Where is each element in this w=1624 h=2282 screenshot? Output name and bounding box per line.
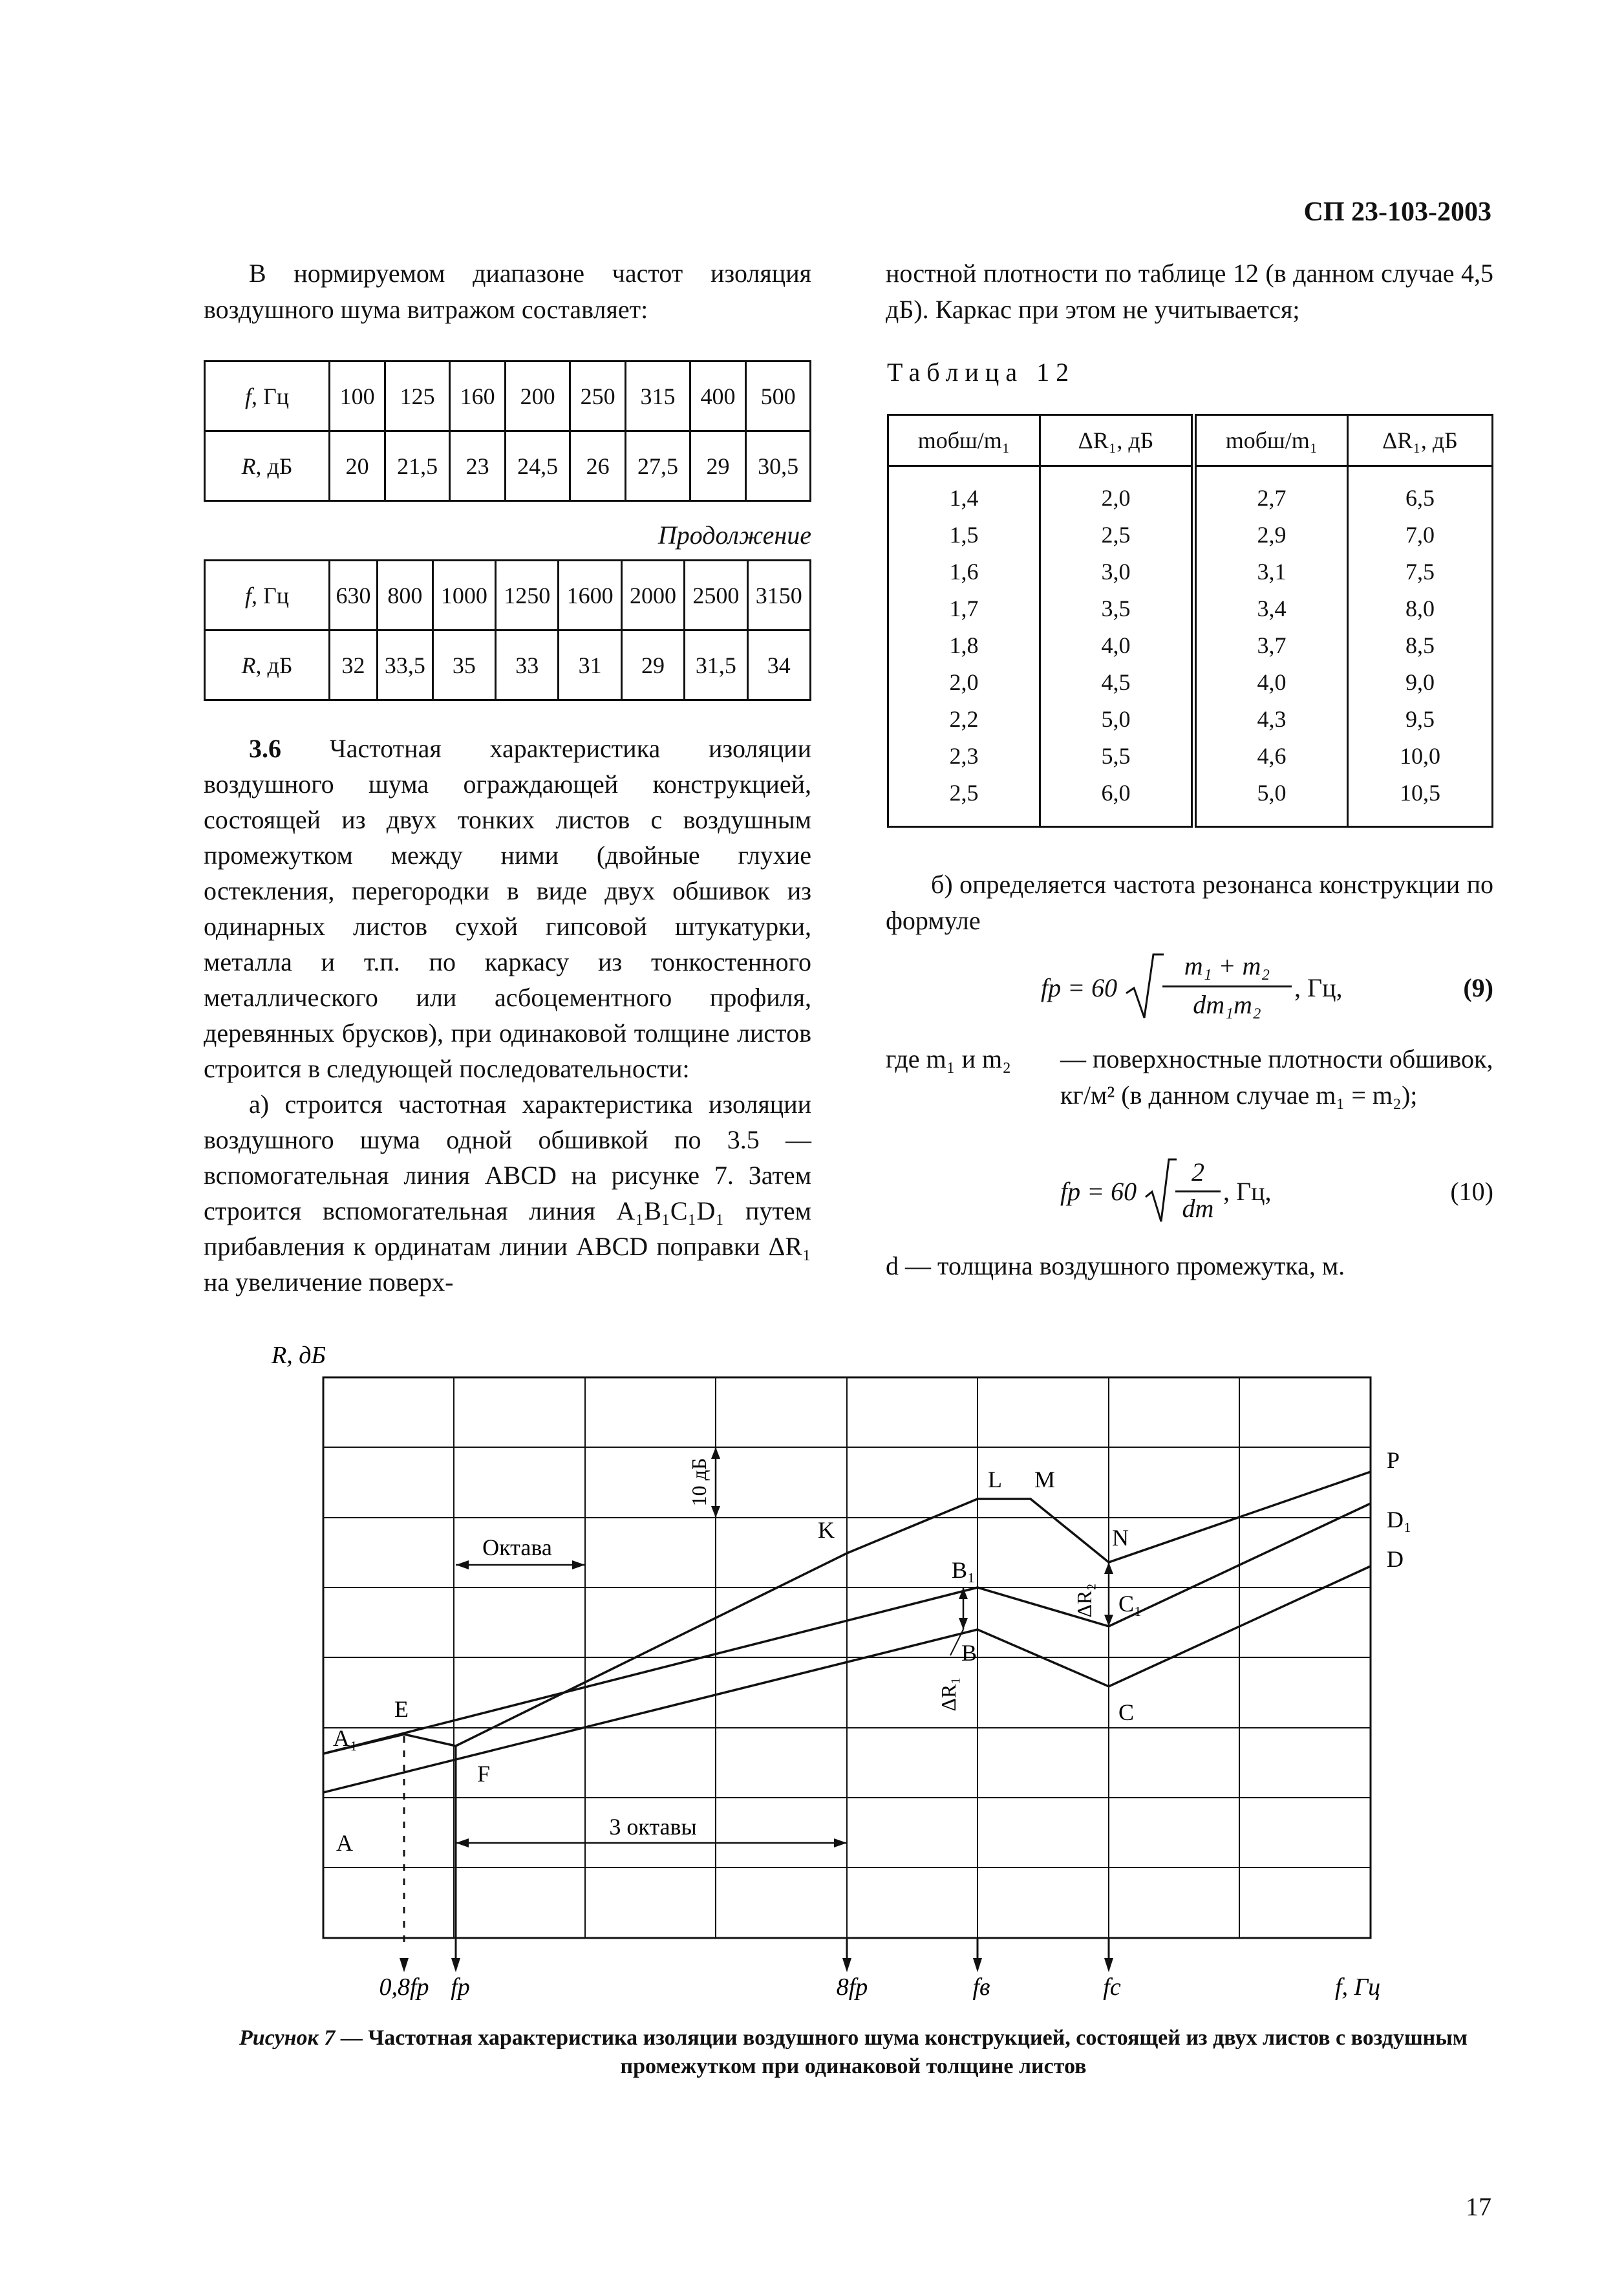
table-header: mобш/m₁ xyxy=(888,415,1040,466)
table-cell: 2,0 xyxy=(1040,466,1194,517)
table-cell: 315 xyxy=(626,361,690,431)
table-cell: 31 xyxy=(559,630,621,700)
table-cell: f, Гц xyxy=(205,361,330,431)
ten-db-label: 10 дБ xyxy=(687,1458,710,1507)
table-cell: 32 xyxy=(330,630,378,700)
arrow-fc xyxy=(1104,1958,1113,1972)
formula-numerator: m₁ + m₂ xyxy=(1184,951,1270,980)
table-cell: 2,5 xyxy=(888,775,1040,827)
section-number: 3.6 xyxy=(249,734,281,763)
table-cell: 4,0 xyxy=(1194,664,1348,701)
table-cell: 100 xyxy=(330,361,385,431)
x-marker-label: 8fр xyxy=(836,1974,868,2001)
table-cell: 2,9 xyxy=(1194,517,1348,554)
table-cell: 6,5 xyxy=(1348,466,1493,517)
arrow-0-8fp xyxy=(400,1958,409,1972)
table-cell: 500 xyxy=(746,361,811,431)
table-cell: 800 xyxy=(378,561,433,630)
where-text: — поверхностные плотности обшивок, кг/м² (в данном случае m₁ = m₂); xyxy=(1060,1044,1493,1110)
point-label-a: A xyxy=(336,1830,353,1856)
x-marker-label: fс xyxy=(1103,1974,1121,2001)
step-b: б) определяется частота резонанса конструкции по формуле xyxy=(886,870,1493,935)
table-cell: 33,5 xyxy=(378,630,433,700)
arrow-right xyxy=(572,1560,585,1569)
table-cell: 7,0 xyxy=(1348,517,1493,554)
table-cell: 21,5 xyxy=(385,431,450,501)
delta-r1-label: ΔR₁ xyxy=(937,1677,960,1712)
arrow-up xyxy=(1104,1562,1113,1574)
arrow-right xyxy=(834,1838,847,1847)
table-cell: 2,0 xyxy=(888,664,1040,701)
table-cell: 5,5 xyxy=(1040,738,1194,775)
table-cell: 9,0 xyxy=(1348,664,1493,701)
arrow-down xyxy=(711,1506,720,1518)
table-cell: 3150 xyxy=(747,561,810,630)
table-cell: 29 xyxy=(621,630,684,700)
point-label-e: E xyxy=(394,1696,409,1722)
table-cell: 1,6 xyxy=(888,554,1040,590)
section-text: Частотная характеристика изоляции воздушного шума ограждающей конструкцией, состоящей из двух тонких листов с воздушным промежутком между ними (двойные глухие остекления, перегородки в виде двух обшивок из одинарных листов сухой гипсовой штукатурки, металла и т.п. по каркасу из тонкостенного металлического или асбоцементного профиля, деревянных брусков), при одинаковой толщине листов строится в следующей последовательности: xyxy=(204,734,811,1083)
table-cell: 125 xyxy=(385,361,450,431)
arrow-up xyxy=(711,1447,720,1459)
table-cell: 27,5 xyxy=(626,431,690,501)
table-cell: f, Гц xyxy=(205,561,330,630)
table-cell: 20 xyxy=(330,431,385,501)
table-cell: 35 xyxy=(433,630,495,700)
table-cell: 7,5 xyxy=(1348,554,1493,590)
table-cell: 1,4 xyxy=(888,466,1040,517)
point-label-k: K xyxy=(818,1517,835,1543)
continuation-label: Продолжение xyxy=(657,521,811,550)
point-label-a1: A₁ xyxy=(333,1725,358,1751)
table-cell: 31,5 xyxy=(685,630,747,700)
three-octaves-label: 3 октавы xyxy=(609,1814,697,1840)
y-axis-label: R, дБ xyxy=(272,1342,326,1369)
table-cell: 3,4 xyxy=(1194,590,1348,627)
table-header: ΔR₁, дБ xyxy=(1348,415,1493,466)
table-cell: 5,0 xyxy=(1194,775,1348,827)
table-cell: R, дБ xyxy=(205,431,330,501)
x-marker-label: 0,8fр xyxy=(379,1974,429,2001)
table-cell: 29 xyxy=(690,431,745,501)
table-cell: 3,1 xyxy=(1194,554,1348,590)
arrow-fv xyxy=(973,1958,982,1972)
table-cell: 5,0 xyxy=(1040,701,1194,738)
table-cell: 400 xyxy=(690,361,745,431)
table-cell: 30,5 xyxy=(746,431,811,501)
table-cell: 3,7 xyxy=(1194,627,1348,664)
delta-r2-label: ΔR₂ xyxy=(1073,1583,1096,1618)
table-cell: 2,5 xyxy=(1040,517,1194,554)
table-cell: 10,5 xyxy=(1348,775,1493,827)
point-label-n: N xyxy=(1112,1525,1129,1551)
point-label-b1: B₁ xyxy=(952,1557,976,1583)
formula-lhs: fр = 60 xyxy=(1060,1177,1137,1206)
table-cell: 4,3 xyxy=(1194,701,1348,738)
table-cell: 3,0 xyxy=(1040,554,1194,590)
point-label-d: D xyxy=(1387,1546,1404,1572)
point-label-l: L xyxy=(988,1467,1002,1492)
document-code: СП 23-103-2003 xyxy=(1303,197,1491,227)
arrow-fp xyxy=(451,1958,460,1972)
table-cell: 1250 xyxy=(496,561,559,630)
d-definition: d — толщина воздушного промежутка, м. xyxy=(886,1251,1345,1280)
right-continued-text: ностной плотности по таблице 12 (в данном случае 4,5 дБ). Каркас при этом не учитывается; xyxy=(886,259,1493,324)
caption-title: Рисунок 7 xyxy=(239,2026,336,2050)
table-cell: 2500 xyxy=(685,561,747,630)
table-cell: 3,5 xyxy=(1040,590,1194,627)
formula-number: (10) xyxy=(1450,1177,1493,1206)
table-cell: 2,7 xyxy=(1194,466,1348,517)
formula-unit: , Гц, xyxy=(1294,973,1343,1002)
arrow-8fp xyxy=(842,1958,851,1972)
table-header: mобш/m₁ xyxy=(1194,415,1348,466)
table-cell: 1600 xyxy=(559,561,621,630)
formula-denominator: dm₁m₂ xyxy=(1193,990,1261,1019)
x-marker-label: fр xyxy=(451,1974,470,2001)
table-cell: 4,5 xyxy=(1040,664,1194,701)
formula-lhs: fр = 60 xyxy=(1041,973,1118,1002)
arrow-down xyxy=(959,1618,968,1630)
table-cell: 23 xyxy=(449,431,505,501)
point-label-d1: D₁ xyxy=(1387,1507,1412,1533)
table-cell: 10,0 xyxy=(1348,738,1493,775)
x-marker-label: fв xyxy=(972,1974,990,2001)
intro-paragraph: В нормируемом диапазоне частот изоляция воздушного шума витражом составляет: xyxy=(204,259,811,324)
formula-unit: , Гц, xyxy=(1223,1177,1272,1206)
figure-grid xyxy=(323,1377,1371,1938)
arrow-left xyxy=(456,1838,469,1847)
table-cell: 1000 xyxy=(433,561,495,630)
table-cell: 26 xyxy=(570,431,625,501)
table-cell: 4,6 xyxy=(1194,738,1348,775)
formula-number: (9) xyxy=(1463,973,1493,1002)
formula-denominator: dm xyxy=(1182,1194,1214,1223)
table-cell: 250 xyxy=(570,361,625,431)
table-cell: 2,3 xyxy=(888,738,1040,775)
table-cell: 9,5 xyxy=(1348,701,1493,738)
point-label-b: B xyxy=(961,1640,978,1666)
table-cell: 1,5 xyxy=(888,517,1040,554)
table-cell: 8,5 xyxy=(1348,627,1493,664)
caption-text: — Частотная характеристика изоляции воздушного шума конструкцией, состоящей из двух листов с воздушным промежутком при одинаковой толщине листов xyxy=(335,2026,1468,2078)
figure-caption xyxy=(200,2024,1506,2081)
table-cell: 160 xyxy=(449,361,505,431)
table-cell: 34 xyxy=(747,630,810,700)
table-cell: 1,8 xyxy=(888,627,1040,664)
point-label-c1: C₁ xyxy=(1118,1591,1142,1617)
where-label: где m₁ и m₂ xyxy=(886,1044,1012,1073)
octave-label: Октава xyxy=(482,1534,552,1560)
step-a: а) строится частотная характеристика изоляции воздушного шума одной обшивкой по 3.5 — вспомогательная линия ABCD на рисунке 7. Затем строится вспомогательная линия A₁B₁C₁D₁ путем прибавления к ординатам линии ABCD поправки ΔR₁ на увеличение поверх- xyxy=(204,1090,811,1297)
table-cell: 200 xyxy=(506,361,570,431)
table-cell: 24,5 xyxy=(506,431,570,501)
point-label-m: M xyxy=(1034,1467,1056,1492)
table-cell: 1,7 xyxy=(888,590,1040,627)
formula-numerator: 2 xyxy=(1191,1157,1204,1187)
page-number: 17 xyxy=(1466,2192,1491,2221)
table-cell: 2,2 xyxy=(888,701,1040,738)
table-cell: 33 xyxy=(496,630,559,700)
point-label-p: P xyxy=(1387,1447,1400,1473)
table-cell: 2000 xyxy=(621,561,684,630)
table-cell: 630 xyxy=(330,561,378,630)
point-label-f: F xyxy=(477,1761,491,1787)
table-cell: 4,0 xyxy=(1040,627,1194,664)
point-label-c: C xyxy=(1118,1699,1135,1725)
arrow-left xyxy=(456,1560,469,1569)
table-cell: 6,0 xyxy=(1040,775,1194,827)
table-cell: R, дБ xyxy=(205,630,330,700)
table-cell: 8,0 xyxy=(1348,590,1493,627)
table12-caption: Таблица 12 xyxy=(887,358,1076,387)
table-header: ΔR₁, дБ xyxy=(1040,415,1194,466)
x-axis-label: f, Гц xyxy=(1335,1974,1381,2001)
